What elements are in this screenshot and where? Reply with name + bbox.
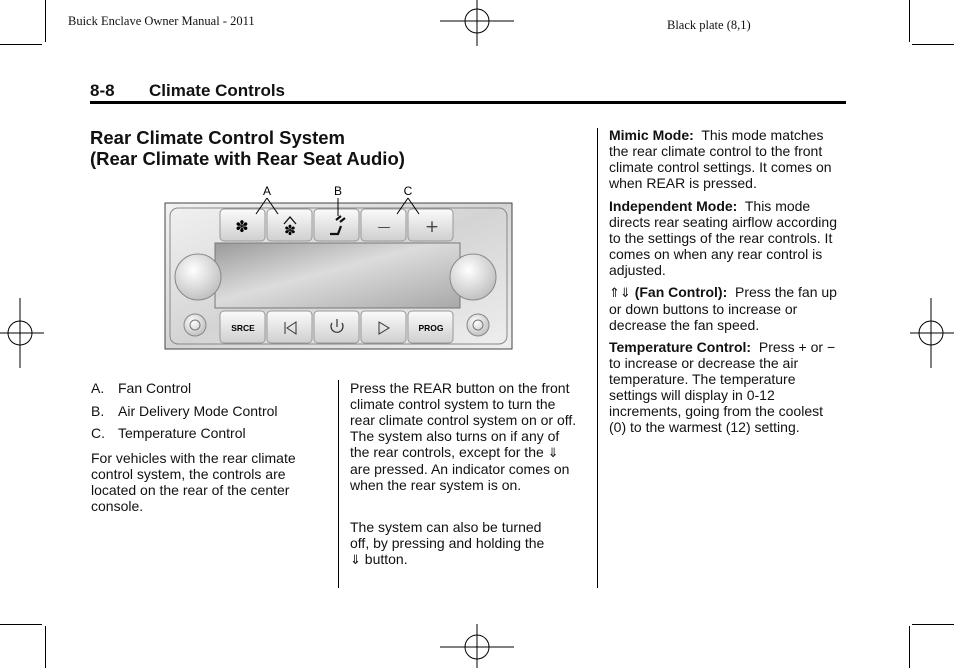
legend-item: C. Temperature Control: [91, 425, 246, 441]
minus-icon: —: [377, 220, 391, 235]
mimic-mode-paragraph: Mimic Mode: This mode matches the rear climate control to the front climate control settings. It comes on when REAR is pressed.: [609, 127, 832, 191]
registration-mark-bottom: [440, 624, 514, 668]
section-rule: [90, 101, 846, 104]
fan-down-icon: ⇓: [619, 285, 631, 300]
air-delivery-mode-button[interactable]: [314, 209, 359, 241]
rear-climate-control-figure: [160, 184, 518, 354]
page-title-line2: (Rear Climate with Rear Seat Audio): [90, 148, 405, 169]
column-divider-2: [597, 128, 598, 588]
independent-mode-paragraph: Independent Mode: This mode directs rear seating airflow according to the settings of the rear controls. It comes on when any rear control is adjusted.: [609, 198, 837, 278]
fan-up-icon: ⇑: [609, 285, 620, 300]
left-volume-knob[interactable]: [175, 254, 221, 300]
temperature-control-paragraph: Temperature Control: Press + or − to increase or decrease the air temperature. The temperature settings will display in 0-12 increments, going from the coolest (0) to the warmest (12) setting.: [609, 339, 836, 435]
fan-down-icon: ⇓: [547, 445, 559, 460]
page-title-line1: Rear Climate Control System: [90, 127, 345, 148]
legend-item: B. Air Delivery Mode Control: [91, 402, 278, 419]
header-manual-title: Buick Enclave Owner Manual - 2011: [68, 14, 255, 28]
bottom-button-row: [220, 311, 453, 343]
left-headphone-jack[interactable]: [184, 314, 206, 336]
seek-forward-button[interactable]: [361, 311, 406, 343]
section-number: 8-8: [90, 81, 115, 100]
plus-icon: +: [424, 217, 440, 237]
col2-paragraph-1: Press the REAR button on the front climate control system to turn the rear climate control system on or off. The system also turns on if any of the rear controls, except for the ⇓ are pressed. An indicator comes on when the rear system is on.: [350, 380, 577, 493]
right-headphone-jack[interactable]: [467, 314, 489, 336]
fan-control-paragraph: ⇑⇓ (Fan Control): Press the fan up or down buttons to increase or decrease the fan speed.: [609, 284, 837, 333]
prog-button-label: PROG: [418, 323, 444, 333]
header-plate: Black plate (8,1): [667, 18, 751, 32]
page-title: [90, 127, 570, 169]
registration-mark-left: [0, 298, 44, 368]
source-button-label: SRCE: [231, 323, 255, 333]
fan-up-icon: ✽: [284, 223, 296, 239]
legend-item: A. Fan Control: [91, 380, 192, 396]
seek-back-button[interactable]: [267, 311, 312, 343]
display-area: [215, 243, 460, 308]
registration-mark-top: [440, 0, 514, 46]
callout-c: C: [403, 184, 413, 198]
column-divider-1: [338, 380, 339, 588]
col2-paragraph-2: The system can also be turned off, by pressing and holding the ⇓ button.: [350, 519, 545, 567]
registration-mark-right: [910, 298, 954, 368]
col1-paragraph: For vehicles with the rear climate control system, the controls are located on the rear of the center console.: [91, 450, 296, 514]
section-name: Climate Controls: [149, 81, 286, 100]
figure-legend: [91, 380, 331, 441]
top-button-row: [220, 209, 453, 241]
callout-b: B: [333, 184, 343, 198]
fan-down-icon: ✽: [235, 217, 249, 236]
fan-down-icon: ⇓: [350, 552, 361, 567]
right-tune-knob[interactable]: [450, 254, 496, 300]
callout-a: A: [262, 184, 272, 198]
